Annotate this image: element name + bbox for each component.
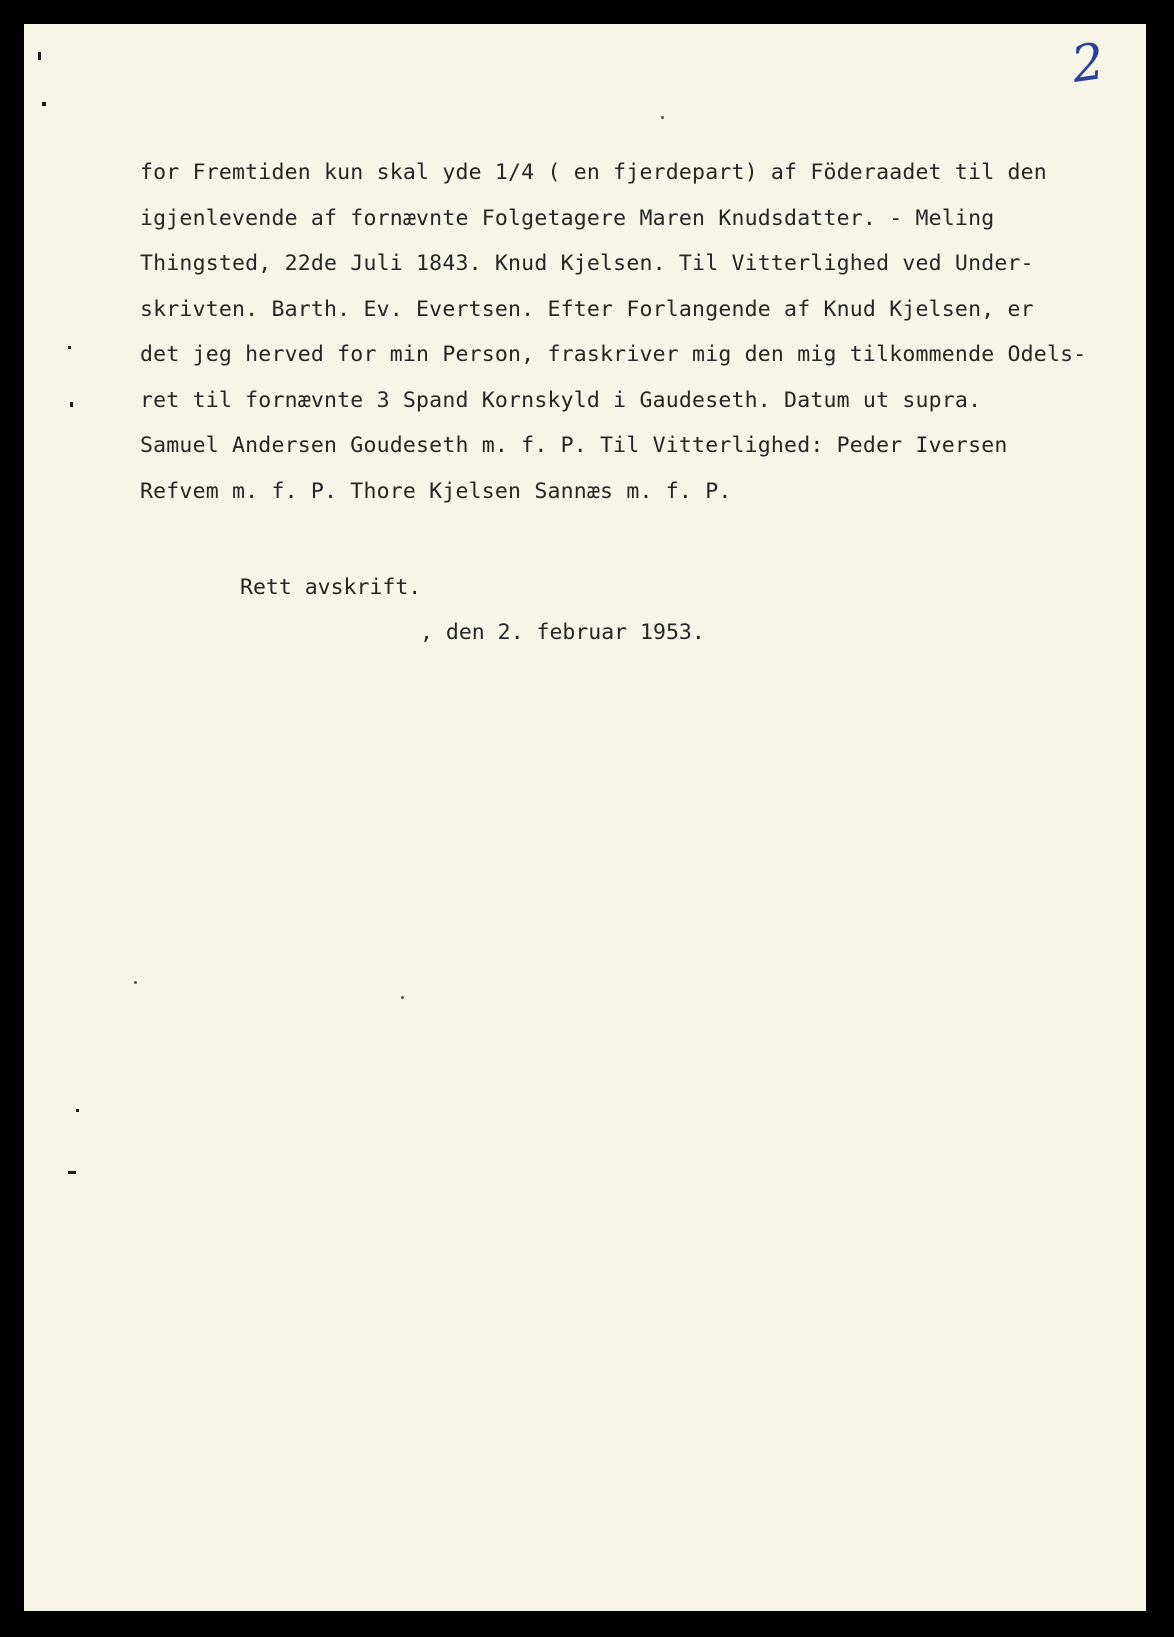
scan-mark bbox=[70, 402, 73, 407]
body-line: ret til fornævnte 3 Spand Kornskyld i Gaudeseth. Datum ut supra. bbox=[140, 387, 982, 413]
scan-mark bbox=[68, 346, 71, 349]
body-line: skrivten. Barth. Ev. Evertsen. Efter Forlangende af Knud Kjelsen, er bbox=[140, 296, 1034, 322]
page-number: 2 bbox=[1068, 32, 1108, 94]
body-line: det jeg herved for min Person, fraskriver mig den mig tilkommende Odels- bbox=[140, 342, 1087, 367]
paper-speck bbox=[134, 981, 137, 984]
scan-mark bbox=[76, 1109, 79, 1112]
body-line: Thingsted, 22de Juli 1843. Knud Kjelsen. Til Vitterlighed ved Under- bbox=[140, 251, 1034, 276]
body-line: Refvem m. f. P. Thore Kjelsen Sannæs m. f. P. bbox=[140, 478, 732, 504]
paper-speck bbox=[661, 116, 664, 119]
document-body bbox=[140, 150, 1100, 514]
attestation-text: Rett avskrift. bbox=[240, 575, 422, 600]
scan-mark bbox=[38, 52, 41, 60]
body-line: for Fremtiden kun skal yde 1/4 ( en fjerdepart) af Föderaadet til den bbox=[140, 160, 1047, 185]
document-page bbox=[24, 24, 1146, 1611]
paper-speck bbox=[401, 996, 404, 999]
body-line: Samuel Andersen Goudeseth m. f. P. Til Vitterlighed: Peder Iversen bbox=[140, 433, 1008, 458]
dateline-text: , den 2. februar 1953. bbox=[420, 620, 705, 645]
scan-mark bbox=[68, 1171, 76, 1174]
body-line: igjenlevende af fornævnte Folgetagere Maren Knudsdatter. - Meling bbox=[140, 205, 995, 231]
scan-mark bbox=[42, 102, 46, 106]
